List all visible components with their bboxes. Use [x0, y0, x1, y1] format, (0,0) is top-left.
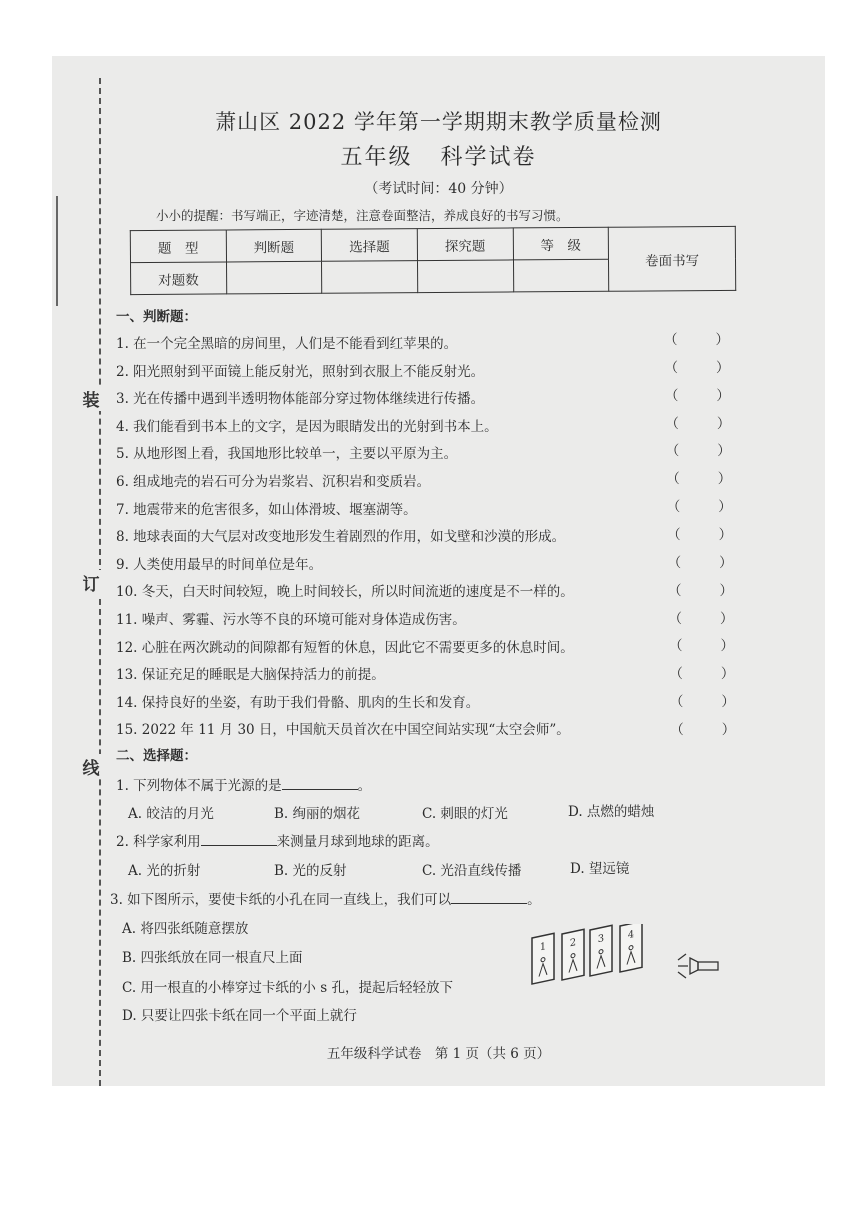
- score-row-label: 对题数: [131, 262, 227, 295]
- paren-right: ）: [718, 499, 732, 516]
- paren-right: ）: [715, 359, 730, 376]
- judgement-question: 10. 冬天，白天时间较短，晚上时间较长，所以时间流逝的速度是不一样的。: [116, 584, 574, 601]
- paren-left: （: [666, 499, 681, 516]
- judgement-question: 6. 组成地壳的岩石可分为岩浆岩、沉积岩和变质岩。: [116, 474, 431, 490]
- binding-char-zhuang: 装: [80, 386, 102, 411]
- score-input-cell[interactable]: [417, 260, 513, 293]
- q3-option-a: A. 将四张纸随意摆放: [122, 921, 249, 937]
- svg-text:2: 2: [569, 937, 577, 950]
- paren-left: （: [669, 694, 684, 711]
- answer-parentheses[interactable]: [666, 439, 731, 459]
- q3-option-c: C. 用一根直的小棒穿过卡纸的小 s 孔，提起后轻轻放下: [122, 980, 453, 996]
- card-1: [532, 933, 554, 984]
- exam-subtitle: [52, 140, 825, 171]
- exam-time: （考试时间：40 分钟）: [364, 181, 513, 197]
- svg-text:3: 3: [597, 933, 605, 946]
- cards-flashlight-figure: [530, 924, 726, 1004]
- answer-parentheses[interactable]: [668, 579, 733, 599]
- answer-parentheses[interactable]: [664, 328, 729, 348]
- q3-option-d: D. 只要让四张卡纸在同一个平面上就行: [122, 1008, 357, 1024]
- judgement-question: 12. 心脏在两次跳动的间隙都有短暂的休息，因此它不需要更多的休息时间。: [116, 639, 574, 656]
- paren-right: ）: [721, 694, 735, 711]
- paren-right: ）: [715, 332, 729, 348]
- score-table-header-row: [130, 226, 735, 262]
- answer-blank[interactable]: [201, 831, 277, 846]
- paren-left: （: [667, 526, 681, 543]
- paren-left: （: [668, 610, 682, 627]
- paren-right: ）: [720, 666, 735, 683]
- writing-reminder: 小小的提醒：书写端正，字迹清楚，注意卷面整洁，养成良好的书写习惯。: [156, 208, 569, 223]
- score-header-cell: 卷面书写: [608, 226, 735, 291]
- choice-question-1: 1. 下列物体不属于光源的是 。: [116, 774, 371, 794]
- q1-option-d: D. 点燃的蜡烛: [568, 804, 655, 820]
- q1-option-a: A. 皎洁的月光: [128, 806, 214, 822]
- score-input-cell[interactable]: [513, 259, 609, 292]
- paren-right: ）: [717, 471, 732, 488]
- judgement-question: 3. 光在传播中遇到半透明物体能部分穿过物体继续进行传播。: [116, 391, 485, 408]
- section-title-judgement: 一、判断题：: [116, 309, 197, 325]
- q2-option-a: A. 光的折射: [128, 863, 201, 879]
- paren-right: ）: [719, 582, 734, 599]
- binding-char-xian: 线: [80, 754, 102, 779]
- paren-right: ）: [716, 387, 730, 404]
- answer-parentheses[interactable]: [664, 356, 729, 376]
- answer-parentheses[interactable]: [669, 634, 734, 654]
- page-footer: 五年级科学试卷 第 1 页（共 6 页）: [326, 1046, 551, 1062]
- answer-parentheses[interactable]: [665, 384, 730, 404]
- subject-label: 科学试卷: [440, 145, 537, 170]
- exam-sheet: [52, 56, 825, 1086]
- q2-option-d: D. 望远镜: [570, 861, 630, 877]
- answer-parentheses[interactable]: [667, 495, 732, 515]
- paren-right: ）: [718, 526, 733, 543]
- svg-text:1: 1: [539, 941, 547, 954]
- choice-question-2: 2. 科学家利用 来测量月球到地球的距离。: [116, 830, 439, 850]
- answer-parentheses[interactable]: [670, 718, 735, 738]
- card-4: [620, 924, 642, 972]
- flashlight-icon: [678, 954, 718, 978]
- exam-title: 萧山区 2022 学年第一学期期末教学质量检测: [215, 110, 662, 134]
- answer-parentheses[interactable]: [666, 467, 731, 487]
- q1-option-c: C. 刺眼的灯光: [422, 806, 508, 822]
- judgement-question: 9. 人类使用最早的时间单位是年。: [116, 556, 323, 573]
- score-input-cell[interactable]: [322, 261, 418, 294]
- judgement-question: 1. 在一个完全黑暗的房间里，人们是不能看到红苹果的。: [116, 336, 458, 352]
- judgement-question: 15. 2022 年 11 月 30 日，中国航天员首次在中国空间站实现“太空会师”。: [116, 722, 570, 739]
- svg-text:4: 4: [627, 929, 635, 942]
- paren-right: ）: [717, 443, 731, 460]
- paren-left: （: [664, 359, 678, 376]
- paren-left: （: [664, 332, 678, 348]
- paren-left: （: [664, 387, 679, 404]
- judgement-question: 2. 阳光照射到平面镜上能反射光，照射到衣服上不能反射光。: [116, 363, 485, 380]
- judgement-question: 7. 地震带来的危害很多，如山体滑坡、堰塞湖等。: [116, 501, 417, 518]
- paren-right: ）: [720, 610, 734, 627]
- card-2: [562, 929, 584, 980]
- paren-right: ）: [720, 638, 734, 655]
- paren-left: （: [669, 666, 683, 683]
- card-3: [590, 925, 612, 976]
- grade-label: 五年级: [340, 145, 413, 170]
- paren-left: （: [668, 582, 682, 599]
- judgement-question: 5. 从地形图上看，我国地形比较单一，主要以平原为主。: [116, 446, 458, 463]
- score-header-cell: 判断题: [226, 229, 322, 262]
- score-header-cell: 等 级: [513, 227, 609, 260]
- score-header-cell: 题 型: [130, 230, 226, 263]
- paren-left: （: [665, 443, 680, 460]
- judgement-question: 11. 噪声、雾霾、污水等不良的环境可能对身体造成伤害。: [116, 612, 466, 628]
- binding-char-ding: 订: [80, 570, 102, 595]
- q3-option-b: B. 四张纸放在同一根直尺上面: [122, 950, 303, 966]
- judgement-question: 14. 保持良好的坐姿，有助于我们骨骼、肌肉的生长和发育。: [116, 694, 480, 711]
- q2-option-c: C. 光沿直线传播: [422, 863, 522, 879]
- answer-blank[interactable]: [451, 889, 527, 904]
- choice-question-3: 3. 如下图所示，要使卡纸的小孔在同一直线上，我们可以 。: [110, 888, 541, 908]
- paren-left: （: [668, 638, 683, 655]
- section-title-choice: 二、选择题：: [116, 748, 197, 764]
- scan-edge-mark: [56, 196, 58, 306]
- paren-left: （: [667, 554, 682, 571]
- paren-left: （: [670, 721, 684, 738]
- judgement-question: 4. 我们能看到书本上的文字，是因为眼睛发出的光射到书本上。: [116, 418, 498, 435]
- q2-option-b: B. 光的反射: [274, 863, 347, 879]
- score-header-cell: 选择题: [322, 229, 418, 262]
- answer-parentheses[interactable]: [669, 607, 734, 627]
- answer-parentheses[interactable]: [668, 551, 733, 571]
- answer-parentheses[interactable]: [667, 523, 732, 543]
- answer-parentheses[interactable]: [670, 690, 735, 710]
- score-input-cell[interactable]: [226, 261, 322, 294]
- q1-option-b: B. 绚丽的烟花: [274, 806, 361, 822]
- paren-right: ）: [721, 721, 736, 738]
- paren-right: ）: [719, 554, 733, 571]
- paren-left: （: [666, 471, 680, 488]
- answer-parentheses[interactable]: [669, 662, 734, 682]
- judgement-question: 13. 保证充足的睡眠是大脑保持活力的前提。: [116, 667, 385, 684]
- paren-right: ）: [716, 415, 731, 432]
- score-table: [130, 226, 736, 295]
- paren-left: （: [665, 415, 679, 432]
- answer-blank[interactable]: [282, 775, 358, 790]
- answer-parentheses[interactable]: [665, 412, 730, 432]
- judgement-question: 8. 地球表面的大气层对改变地形发生着剧烈的作用，如戈壁和沙漠的形成。: [116, 529, 566, 546]
- score-header-cell: 探究题: [417, 228, 513, 261]
